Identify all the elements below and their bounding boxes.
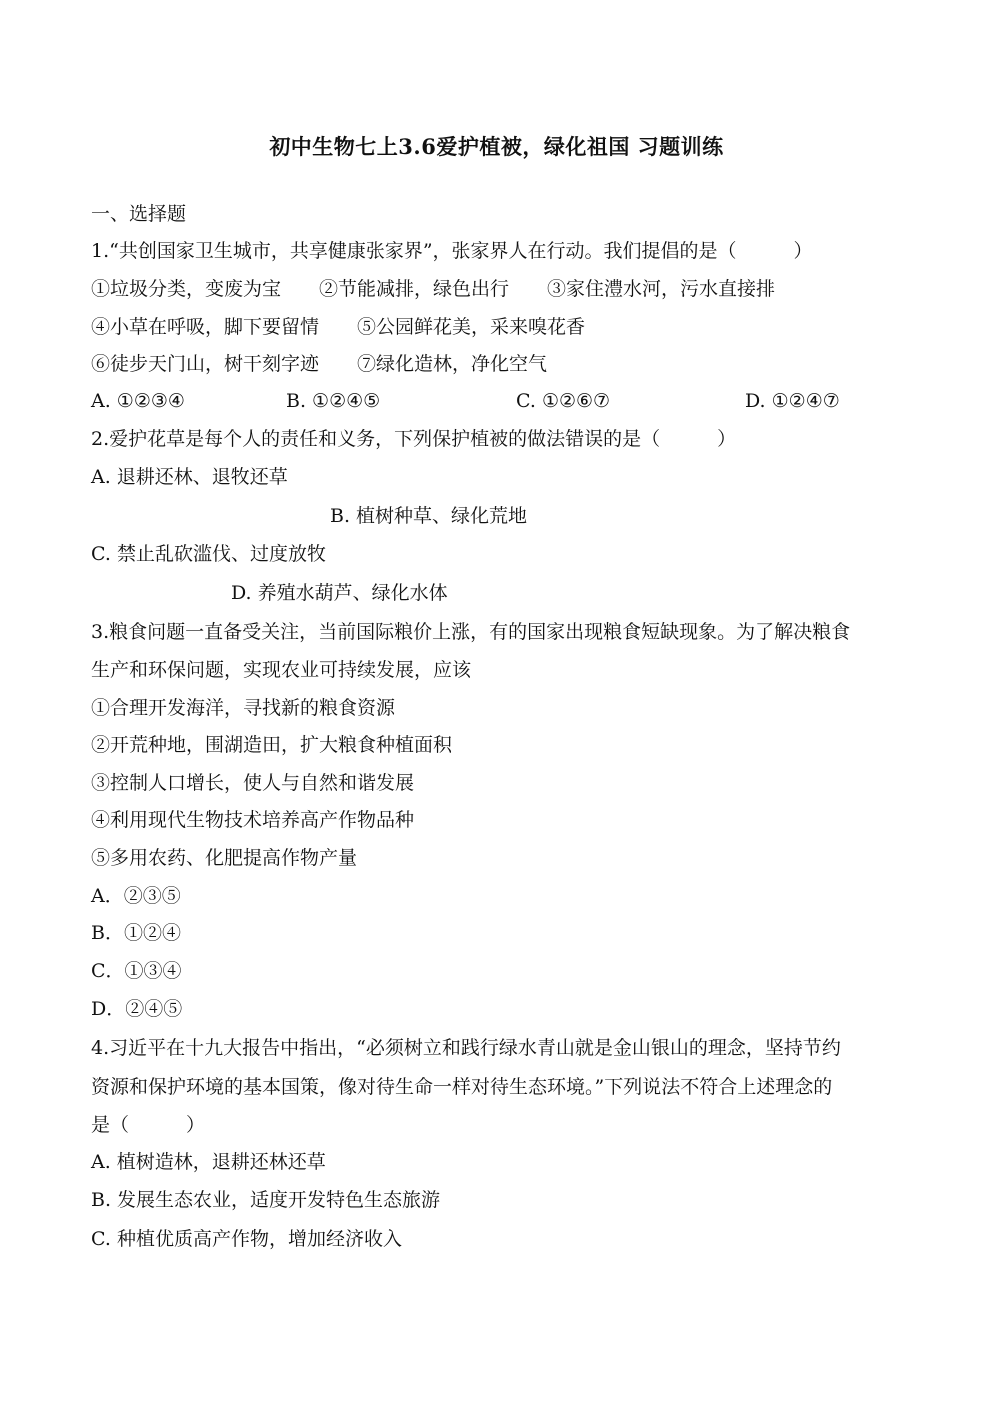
q4-stem-line2: 资源和保护环境的基本国策，像对待生命一样对待生态环境。”下列说法不符合上述理念的 [91,1076,833,1098]
q2-option-c: C. 禁止乱砍滥伐、过度放牧 [91,543,326,565]
section-heading: 一、选择题 [91,203,187,225]
q1-stem: 1.“共创国家卫生城市，共享健康张家界”，张家界人在行动。我们提倡的是（ ） [91,240,813,262]
q4-option-b: B. 发展生态农业，适度开发特色生态旅游 [91,1189,441,1211]
q4-stem-line3: 是（ ） [91,1114,206,1136]
q3-item1: ①合理开发海洋，寻找新的粮食资源 [91,697,396,719]
q2-stem: 2.爱护花草是每个人的责任和义务，下列保护植被的做法错误的是（ ） [91,428,737,450]
q2-option-b: B. 植树种草、绿化荒地 [330,505,528,527]
q1-option-b: B. ①②④⑤ [286,390,381,412]
q3-stem-line2: 生产和环保问题，实现农业可持续发展，应该 [91,659,472,681]
q4-option-c: C. 种植优质高产作物，增加经济收入 [91,1228,402,1250]
q1-option-c: C. ①②⑥⑦ [516,390,611,412]
q4-option-a: A. 植树造林，退耕还林还草 [91,1151,326,1173]
q1-items-line1: ①垃圾分类，变废为宝 ②节能减排，绿色出行 ③家住澧水河，污水直接排 [91,278,776,300]
q3-option-c: C．①③④ [91,960,182,982]
q1-option-d: D. ①②④⑦ [745,390,840,412]
q2-option-a: A. 退耕还林、退牧还草 [91,466,288,488]
page-title: 初中生物七上3.6爱护植被，绿化祖国 习题训练 [269,134,724,159]
q3-option-b: B．①②④ [91,922,181,944]
q1-option-a: A. ①②③④ [91,390,185,412]
q3-option-a: A．②③⑤ [91,885,181,907]
q2-option-d: D. 养殖水葫芦、绿化水体 [231,582,448,604]
q3-item3: ③控制人口增长，使人与自然和谐发展 [91,772,415,794]
q3-option-d: D．②④⑤ [91,998,183,1020]
q3-item2: ②开荒种地，围湖造田，扩大粮食种植面积 [91,734,453,756]
q3-item5: ⑤多用农药、化肥提高作物产量 [91,847,358,869]
q4-stem-line1: 4.习近平在十九大报告中指出，“必须树立和践行绿水青山就是金山银山的理念，坚持节约 [91,1037,841,1059]
q1-items-line3: ⑥徒步天门山，树干刻字迹 ⑦绿化造林，净化空气 [91,353,548,375]
q1-items-line2: ④小草在呼吸，脚下要留情 ⑤公园鲜花美，采来嗅花香 [91,316,586,338]
q3-item4: ④利用现代生物技术培养高产作物品种 [91,809,415,831]
q3-stem-line1: 3.粮食问题一直备受关注，当前国际粮价上涨，有的国家出现粮食短缺现象。为了解决粮食 [91,621,851,643]
